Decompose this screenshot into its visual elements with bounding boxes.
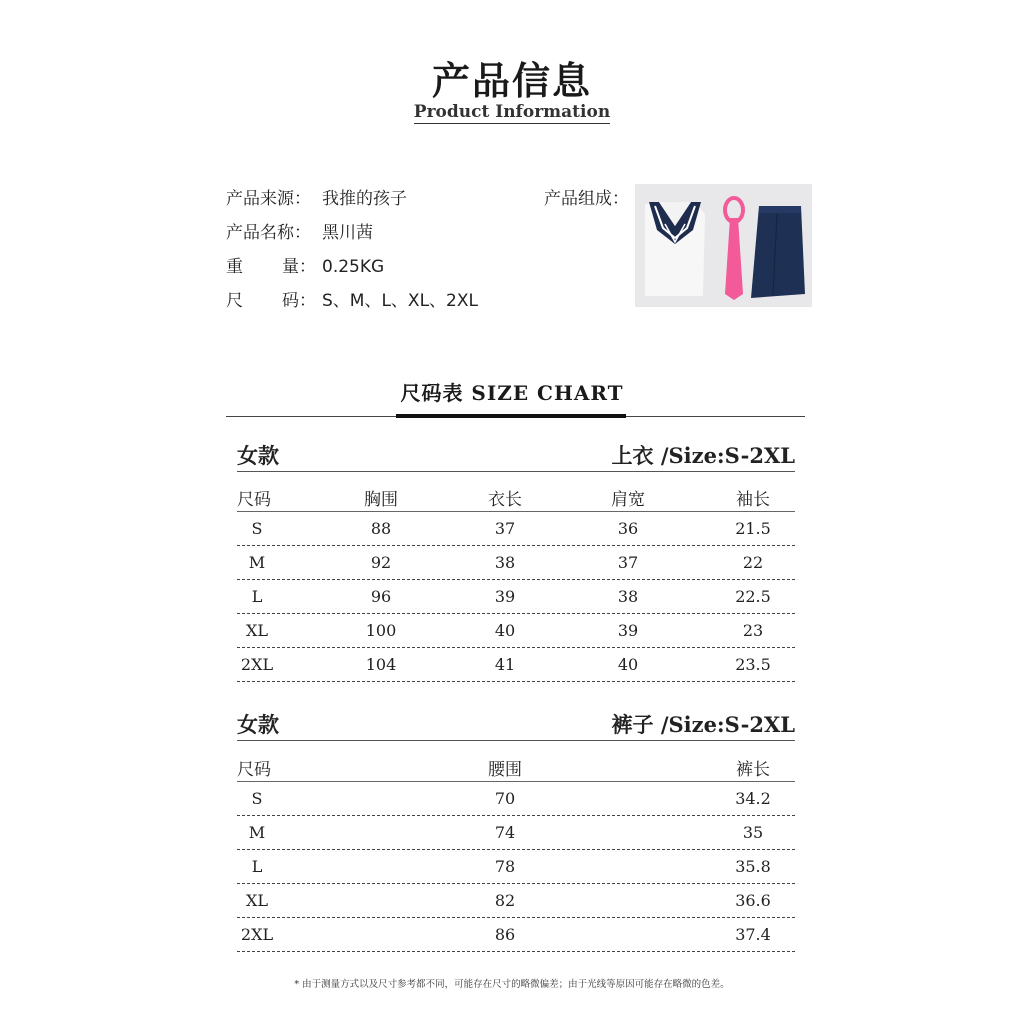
bottom-size-table — [237, 748, 795, 952]
table-cell: 39 — [617, 621, 639, 640]
table-cell: 41 — [494, 655, 516, 674]
table-row — [237, 850, 795, 884]
top-section-line — [237, 471, 795, 472]
table-cell: 40 — [494, 621, 516, 640]
table-cell: 74 — [494, 823, 516, 842]
info-weight — [226, 252, 384, 277]
bottom-section-line — [237, 740, 795, 741]
page-title: 产品信息 — [431, 58, 592, 103]
table-cell: 23.5 — [735, 655, 771, 674]
table-cell: 86 — [494, 925, 516, 944]
table-cell: XL — [245, 891, 269, 910]
table-row — [237, 580, 795, 614]
info-weight-value: 0.25KG — [322, 257, 385, 277]
table-header-cell: 肩宽 — [611, 490, 645, 510]
size-chart-title: 尺码表 SIZE CHART — [400, 381, 624, 405]
table-cell: 70 — [494, 789, 516, 808]
info-size — [226, 286, 478, 311]
uniform-illustration — [635, 184, 812, 307]
table-header-cell: 袖长 — [736, 490, 770, 510]
shirt-icon — [645, 202, 705, 296]
table-cell: 22.5 — [735, 587, 771, 606]
info-size-value: S、M、L、XL、2XL — [322, 291, 478, 311]
table-cell: 104 — [365, 655, 397, 674]
table-cell: L — [251, 857, 263, 876]
bottom-section-size-range: 裤子 /Size:S-2XL — [611, 712, 795, 737]
info-name — [226, 218, 373, 243]
table-cell: 39 — [494, 587, 516, 606]
info-weight-label-2: 量： — [282, 257, 316, 277]
table-cell: 35.8 — [735, 857, 771, 876]
table-cell: XL — [245, 621, 269, 640]
table-cell: 40 — [617, 655, 639, 674]
table-cell: 96 — [370, 587, 392, 606]
table-cell: 38 — [494, 553, 516, 572]
table-cell: 36 — [617, 519, 639, 538]
table-header-cell: 尺码 — [237, 760, 271, 780]
table-row — [237, 546, 795, 580]
table-header-cell: 尺码 — [237, 490, 271, 510]
info-size-label-2: 码： — [282, 291, 316, 311]
table-cell: 2XL — [240, 925, 274, 944]
table-cell: 37 — [617, 553, 639, 572]
skirt-icon — [751, 206, 805, 298]
table-cell: 37.4 — [735, 925, 771, 944]
bottom-section-title: 女款 — [237, 712, 279, 737]
table-cell: 35 — [742, 823, 764, 842]
table-cell: 88 — [370, 519, 392, 538]
info-name-value: 黑川茜 — [322, 223, 373, 243]
table-header-cell: 衣长 — [488, 490, 522, 510]
table-cell: 2XL — [240, 655, 274, 674]
table-header-cell: 胸围 — [364, 490, 398, 510]
composition-label: 产品组成： — [544, 189, 629, 209]
table-cell: S — [251, 789, 263, 808]
info-size-label-1: 尺 — [226, 291, 243, 311]
page-subtitle: Product Information — [413, 102, 611, 122]
product-composition-image — [635, 184, 812, 307]
top-section-size-range: 上衣 /Size:S-2XL — [611, 443, 795, 468]
info-source-label: 产品来源： — [226, 189, 311, 209]
info-source — [226, 184, 407, 209]
table-cell: 78 — [494, 857, 516, 876]
table-cell: 92 — [370, 553, 392, 572]
table-cell: M — [248, 553, 266, 572]
table-cell: 38 — [617, 587, 639, 606]
table-cell: 34.2 — [735, 789, 771, 808]
table-cell: 82 — [494, 891, 516, 910]
table-cell: M — [248, 823, 266, 842]
table-cell: 100 — [365, 621, 397, 640]
table-cell: 36.6 — [735, 891, 771, 910]
table-row — [237, 512, 795, 546]
info-source-value: 我推的孩子 — [322, 189, 407, 209]
divider-accent — [396, 414, 626, 418]
table-header-cell: 腰围 — [488, 760, 522, 780]
table-cell: S — [251, 519, 263, 538]
top-size-table — [237, 478, 795, 682]
top-section-header — [237, 440, 795, 474]
table-header-row — [237, 748, 795, 782]
table-row — [237, 648, 795, 682]
table-cell: 23 — [742, 621, 764, 640]
table-row — [237, 614, 795, 648]
table-cell: 21.5 — [735, 519, 771, 538]
table-row — [237, 816, 795, 850]
info-name-label: 产品名称： — [226, 223, 311, 243]
footnote: * 由于测量方式以及尺寸参考都不同，可能存在尺寸的略微偏差；由于光线等原因可能存在略微的色差。 — [294, 979, 730, 990]
top-section-title: 女款 — [237, 443, 279, 468]
info-weight-label-1: 重 — [226, 257, 243, 277]
table-row — [237, 884, 795, 918]
bottom-section-header — [237, 709, 795, 743]
table-cell: 37 — [494, 519, 516, 538]
table-header-row — [237, 478, 795, 512]
table-header-cell: 裤长 — [736, 760, 770, 780]
table-row — [237, 918, 795, 952]
table-cell: L — [251, 587, 263, 606]
table-cell: 22 — [742, 553, 764, 572]
table-row — [237, 782, 795, 816]
